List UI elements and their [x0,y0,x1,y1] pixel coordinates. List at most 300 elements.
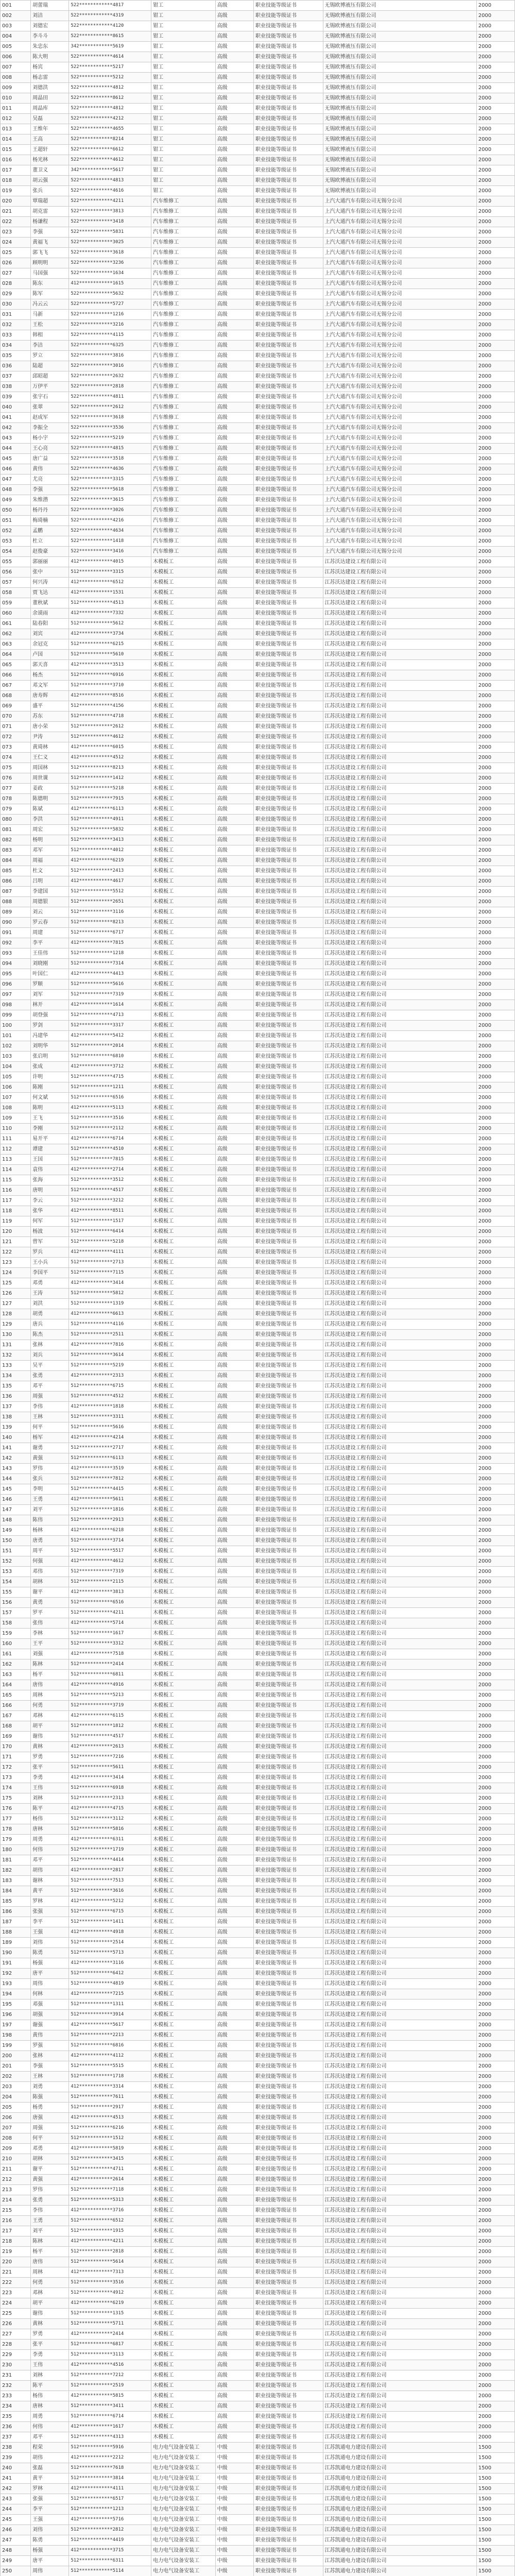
certificate-type-cell: 职业技能等级证书 [253,31,323,42]
id-number-cell: 512************2913 [69,1515,151,1526]
subsidy-amount-cell: 2000 [476,382,514,392]
occupation-cell: 木模板工 [151,1927,216,1938]
skill-level-cell: 高级 [215,1474,253,1484]
table-row [1,351,515,361]
occupation-cell: 汽车维修工 [151,238,216,248]
subsidy-amount-cell: 2000 [476,2340,514,2350]
table-row [1,907,515,918]
row-number-cell: 169 [1,1732,31,1742]
row-number-cell: 050 [1,505,31,516]
subsidy-amount-cell: 2000 [476,1804,514,1814]
row-number-cell: 216 [1,2216,31,2226]
id-number-cell: 512************2115 [69,1577,151,1587]
id-number-cell: 512************5515 [69,2061,151,2072]
skill-level-cell: 高级 [215,1165,253,1175]
certificate-type-cell: 职业技能等级证书 [253,2422,323,2432]
table-row [1,52,515,62]
person-name-cell: 王国 [31,1155,69,1165]
skill-level-cell: 高级 [215,2195,253,2206]
row-number-cell: 056 [1,567,31,578]
certificate-type-cell: 职业技能等级证书 [253,83,323,93]
subsidy-amount-cell: 2000 [476,1742,514,1752]
skill-level-cell: 高级 [215,2422,253,2432]
table-row [1,1536,515,1546]
certificate-type-cell: 职业技能等级证书 [253,1381,323,1392]
skill-level-cell: 高级 [215,629,253,639]
employer-cell: 江苏沃达建设工程有限公司 [323,938,476,948]
skill-level-cell: 高级 [215,1247,253,1258]
skill-level-cell: 高级 [215,1835,253,1845]
skill-level-cell: 高级 [215,979,253,990]
employer-cell: 江苏沃达建设工程有限公司 [323,1124,476,1134]
row-number-cell: 190 [1,1948,31,1958]
table-row [1,1319,515,1330]
table-row [1,2566,515,2576]
id-number-cell: 412************1615 [69,279,151,289]
skill-level-cell: 高级 [215,753,253,763]
person-name-cell: 许明 [31,1072,69,1082]
row-number-cell: 247 [1,2535,31,2546]
subsidy-amount-cell: 2000 [476,1072,514,1082]
id-number-cell: 412************3414 [69,1773,151,1783]
skill-level-cell: 高级 [215,299,253,310]
row-number-cell: 156 [1,1598,31,1608]
table-row [1,2288,515,2298]
certificate-type-cell: 职业技能等级证书 [253,2473,323,2484]
table-row [1,1134,515,1144]
subsidy-amount-cell: 2000 [476,557,514,567]
subsidy-amount-cell: 2000 [476,2288,514,2298]
certificate-type-cell: 职业技能等级证书 [253,1835,323,1845]
id-number-cell: 512************3411 [69,2401,151,2412]
subsidy-amount-cell: 2000 [476,2195,514,2206]
person-name-cell: 刘晓刚 [31,959,69,969]
employer-cell: 江苏沃达建设工程有限公司 [323,1196,476,1206]
occupation-cell: 木模板工 [151,2092,216,2103]
id-number-cell: 512************2713 [69,1258,151,1268]
person-name-cell: 谢平 [31,2164,69,2175]
certificate-type-cell: 职业技能等级证书 [253,1855,323,1866]
skill-level-cell: 高级 [215,361,253,371]
person-name-cell: 何平 [31,1422,69,1433]
occupation-cell: 钳工 [151,145,216,155]
table-row [1,2236,515,2247]
subsidy-amount-cell: 2000 [476,2123,514,2133]
occupation-cell: 木模板工 [151,2381,216,2391]
subsidy-amount-cell: 2000 [476,1773,514,1783]
subsidy-amount-cell: 2000 [476,1185,514,1196]
subsidy-amount-cell: 2000 [476,1103,514,1113]
id-number-cell: 512************4414 [69,1855,151,1866]
certificate-type-cell: 职业技能等级证书 [253,2360,323,2370]
employer-cell: 江苏沃达建设工程有限公司 [323,1938,476,1948]
occupation-cell: 木模板工 [151,1206,216,1216]
employer-cell: 江苏沃达建设工程有限公司 [323,1783,476,1793]
skill-level-cell: 高级 [215,948,253,959]
id-number-cell: 512************5713 [69,1948,151,1958]
subsidy-amount-cell: 2000 [476,681,514,691]
employer-cell: 江苏沃达建设工程有限公司 [323,1144,476,1155]
person-name-cell: 唐林 [31,1824,69,1835]
table-row [1,753,515,763]
certificate-type-cell: 职业技能等级证书 [253,629,323,639]
table-row [1,1206,515,1216]
certificate-type-cell: 职业技能等级证书 [253,1969,323,1979]
skill-level-cell: 高级 [215,681,253,691]
table-row [1,1783,515,1793]
id-number-cell: 512************6817 [69,2340,151,2350]
row-number-cell: 058 [1,588,31,598]
id-number-cell: 412************6311 [69,1835,151,1845]
subsidy-amount-cell: 2000 [476,1659,514,1670]
skill-level-cell: 高级 [215,897,253,907]
table-row [1,104,515,114]
occupation-cell: 木模板工 [151,763,216,773]
table-row [1,619,515,629]
employer-cell: 无锡欧博液压有限公司 [323,31,476,42]
certificate-type-cell: 职业技能等级证书 [253,691,323,701]
employer-cell: 江苏沃达建设工程有限公司 [323,670,476,681]
occupation-cell: 木模板工 [151,1515,216,1526]
id-number-cell: 412************2614 [69,2175,151,2185]
person-name-cell: 陈杰 [31,1330,69,1340]
subsidy-amount-cell: 2000 [476,134,514,145]
employer-cell: 江苏沃达建设工程有限公司 [323,1443,476,1453]
row-number-cell: 073 [1,742,31,753]
id-number-cell: 522************3618 [69,413,151,423]
id-number-cell: 412************4413 [69,969,151,979]
certificate-type-cell: 职业技能等级证书 [253,104,323,114]
subsidy-amount-cell: 2000 [476,1948,514,1958]
table-row [1,1896,515,1907]
id-number-cell: 512************2651 [69,897,151,907]
certificate-type-cell: 职业技能等级证书 [253,2257,323,2267]
occupation-cell: 木模板工 [151,1752,216,1762]
subsidy-amount-cell: 2000 [476,42,514,52]
subsidy-amount-cell: 2000 [476,1361,514,1371]
skill-level-cell: 高级 [215,578,253,588]
id-number-cell: 512************3616 [69,1886,151,1896]
certificate-type-cell: 职业技能等级证书 [253,258,323,268]
occupation-cell: 电力电气设备安装工 [151,2463,216,2473]
person-name-cell: 杨谦程 [31,217,69,227]
skill-level-cell: 高级 [215,93,253,104]
subsidy-amount-cell: 2000 [476,948,514,959]
occupation-cell: 木模板工 [151,2010,216,2020]
id-number-cell: 412************5716 [69,2515,151,2525]
table-row [1,114,515,124]
id-number-cell: 512************6414 [69,1227,151,1237]
subsidy-amount-cell: 1500 [476,2525,514,2535]
employer-cell: 江苏凯通电力建设有限公司 [323,2504,476,2515]
employer-cell: 江苏沃达建设工程有限公司 [323,1639,476,1649]
occupation-cell: 木模板工 [151,1402,216,1412]
skill-level-cell: 高级 [215,1999,253,2010]
employer-cell: 上汽大通汽车有限公司无锡分公司 [323,341,476,351]
certificate-type-cell: 职业技能等级证书 [253,1289,323,1299]
certificate-type-cell: 职业技能等级证书 [253,1567,323,1577]
row-number-cell: 092 [1,938,31,948]
id-number-cell: 512************6918 [69,1783,151,1793]
table-row [1,505,515,516]
row-number-cell: 128 [1,1309,31,1319]
row-number-cell: 168 [1,1721,31,1732]
certificate-type-cell: 职业技能等级证书 [253,62,323,73]
certificate-type-cell: 职业技能等级证书 [253,1464,323,1474]
occupation-cell: 木模板工 [151,2329,216,2340]
employer-cell: 上汽大通汽车有限公司无锡分公司 [323,547,476,557]
table-row [1,2123,515,2133]
table-row [1,2133,515,2144]
id-number-cell: 512************4911 [69,815,151,825]
certificate-type-cell: 职业技能等级证书 [253,619,323,629]
employer-cell: 江苏沃达建设工程有限公司 [323,1422,476,1433]
person-name-cell: 李勇 [31,2350,69,2360]
person-name-cell: 盛平 [31,701,69,711]
subsidy-amount-cell: 2000 [476,2267,514,2278]
id-number-cell: 512************3113 [69,2350,151,2360]
certificate-type-cell: 职业技能等级证书 [253,1041,323,1052]
row-number-cell: 179 [1,1835,31,1845]
certificate-type-cell: 职业技能等级证书 [253,310,323,320]
skill-level-cell: 高级 [215,176,253,186]
subsidy-amount-cell: 2000 [476,1546,514,1556]
table-row [1,1402,515,1412]
skill-level-cell: 高级 [215,1299,253,1309]
id-number-cell: 512************5512 [69,887,151,897]
occupation-cell: 木模板工 [151,1556,216,1567]
subsidy-amount-cell: 2000 [476,2257,514,2267]
person-name-cell: 杨伟 [31,1814,69,1824]
subsidy-amount-cell: 2000 [476,1979,514,1989]
person-name-cell: 刘勇 [31,2082,69,2092]
table-row [1,361,515,371]
person-name-cell: 唐兵 [31,1319,69,1330]
id-number-cell: 412************5113 [69,1103,151,1113]
employer-cell: 江苏沃达建设工程有限公司 [323,2319,476,2329]
subsidy-amount-cell: 2000 [476,629,514,639]
subsidy-amount-cell: 2000 [476,2422,514,2432]
certificate-type-cell: 职业技能等级证书 [253,1721,323,1732]
id-number-cell: 522************4634 [69,526,151,536]
occupation-cell: 木模板工 [151,2257,216,2267]
row-number-cell: 066 [1,670,31,681]
certificate-type-cell: 职业技能等级证书 [253,1134,323,1144]
table-row [1,2257,515,2267]
occupation-cell: 木模板工 [151,1021,216,1031]
id-number-cell: 412************4512 [69,753,151,763]
subsidy-amount-cell: 2000 [476,1422,514,1433]
row-number-cell: 205 [1,2103,31,2113]
certificate-type-cell: 职业技能等级证书 [253,1690,323,1701]
subsidy-amount-cell: 2000 [476,763,514,773]
certificate-type-cell: 职业技能等级证书 [253,948,323,959]
skill-level-cell: 高级 [215,454,253,464]
employer-cell: 江苏沃达建设工程有限公司 [323,608,476,619]
person-name-cell: 李平 [31,938,69,948]
row-number-cell: 024 [1,238,31,248]
subsidy-amount-cell: 2000 [476,990,514,1000]
skill-level-cell: 高级 [215,371,253,382]
row-number-cell: 235 [1,2412,31,2422]
employer-cell: 上汽大通汽车有限公司无锡分公司 [323,351,476,361]
person-name-cell: 邓平 [31,1381,69,1392]
skill-level-cell: 高级 [215,1556,253,1567]
table-row [1,1680,515,1690]
certificate-type-cell: 职业技能等级证书 [253,753,323,763]
certificate-type-cell: 职业技能等级证书 [253,588,323,598]
employer-cell: 江苏沃达建设工程有限公司 [323,2041,476,2051]
skill-level-cell: 高级 [215,1113,253,1124]
row-number-cell: 160 [1,1639,31,1649]
certificate-type-cell: 职业技能等级证书 [253,1999,323,2010]
row-number-cell: 199 [1,2041,31,2051]
person-name-cell: 张勇 [31,1371,69,1381]
certificate-type-cell: 职业技能等级证书 [253,1711,323,1721]
certificate-type-cell: 职业技能等级证书 [253,2381,323,2391]
certificate-type-cell: 职业技能等级证书 [253,1371,323,1381]
certificate-type-cell: 职业技能等级证书 [253,433,323,444]
row-number-cell: 119 [1,1216,31,1227]
table-row [1,464,515,474]
table-row [1,1752,515,1762]
row-number-cell: 082 [1,835,31,845]
id-number-cell: 412************3513 [69,660,151,670]
certificate-type-cell: 职业技能等级证书 [253,918,323,928]
occupation-cell: 木模板工 [151,1835,216,1845]
subsidy-amount-cell: 2000 [476,1289,514,1299]
employer-cell: 江苏沃达建设工程有限公司 [323,2133,476,2144]
subsidy-amount-cell: 2000 [476,1845,514,1855]
row-number-cell: 070 [1,711,31,722]
employer-cell: 上汽大通汽车有限公司无锡分公司 [323,423,476,433]
skill-level-cell: 高级 [215,1371,253,1381]
row-number-cell: 109 [1,1113,31,1124]
subsidy-amount-cell: 2000 [476,825,514,835]
person-name-cell: 刘德洪 [31,83,69,93]
employer-cell: 江苏沃达建设工程有限公司 [323,2144,476,2154]
id-number-cell: 512************2014 [69,1041,151,1052]
certificate-type-cell: 职业技能等级证书 [253,2350,323,2360]
employer-cell: 上汽大通汽车有限公司无锡分公司 [323,320,476,330]
id-number-cell: 522************4612 [69,155,151,165]
subsidy-amount-cell: 2000 [476,2030,514,2041]
skill-level-cell: 高级 [215,701,253,711]
employer-cell: 江苏沃达建设工程有限公司 [323,2267,476,2278]
person-name-cell: 唐明 [31,1185,69,1196]
employer-cell: 江苏沃达建设工程有限公司 [323,742,476,753]
skill-level-cell: 高级 [215,825,253,835]
skill-level-cell: 中级 [215,2546,253,2556]
skill-level-cell: 高级 [215,2133,253,2144]
row-number-cell: 163 [1,1670,31,1680]
occupation-cell: 木模板工 [151,1711,216,1721]
skill-level-cell: 高级 [215,887,253,897]
employer-cell: 江苏沃达建设工程有限公司 [323,773,476,784]
id-number-cell: 512************6113 [69,1453,151,1464]
person-name-cell: 王林 [31,2072,69,2082]
employer-cell: 江苏沃达建设工程有限公司 [323,835,476,845]
skill-level-cell: 高级 [215,1917,253,1927]
certificate-type-cell: 职业技能等级证书 [253,866,323,876]
person-name-cell: 刘兵 [31,1350,69,1361]
subsidy-amount-cell: 2000 [476,93,514,104]
subsidy-amount-cell: 2000 [476,1443,514,1453]
skill-level-cell: 高级 [215,2236,253,2247]
occupation-cell: 钳工 [151,155,216,165]
row-number-cell: 015 [1,145,31,155]
certificate-type-cell: 职业技能等级证书 [253,1618,323,1629]
certificate-type-cell: 职业技能等级证书 [253,670,323,681]
certificate-type-cell: 职业技能等级证书 [253,1031,323,1041]
certificate-type-cell: 职业技能等级证书 [253,1495,323,1505]
occupation-cell: 木模板工 [151,629,216,639]
id-number-cell: 512************7216 [69,1752,151,1762]
person-name-cell: 李明 [31,1484,69,1495]
employer-cell: 江苏沃达建设工程有限公司 [323,1227,476,1237]
table-row [1,1762,515,1773]
employer-cell: 江苏凯通电力建设有限公司 [323,2494,476,2504]
certificate-type-cell: 职业技能等级证书 [253,1814,323,1824]
row-number-cell: 222 [1,2278,31,2288]
person-name-cell: 罗勇 [31,2329,69,2340]
subsidy-amount-cell: 2000 [476,2401,514,2412]
row-number-cell: 221 [1,2267,31,2278]
certificate-type-cell: 职业技能等级证书 [253,1824,323,1835]
row-number-cell: 023 [1,227,31,238]
id-number-cell: 412************5819 [69,2144,151,2154]
skill-level-cell: 高级 [215,1361,253,1371]
id-number-cell: 522************1634 [69,268,151,279]
subsidy-amount-cell: 2000 [476,897,514,907]
id-number-cell: 522************3216 [69,320,151,330]
employer-cell: 无锡欧博液压有限公司 [323,104,476,114]
table-row [1,2453,515,2463]
occupation-cell: 电力电气设备安装工 [151,2566,216,2576]
person-name-cell: 唐强 [31,2113,69,2123]
person-name-cell: 胡伟 [31,2453,69,2463]
skill-level-cell: 高级 [215,2206,253,2216]
occupation-cell: 电力电气设备安装工 [151,2525,216,2535]
certificate-type-cell: 职业技能等级证书 [253,1732,323,1742]
subsidy-amount-cell: 2000 [476,2041,514,2051]
certificate-type-cell: 职业技能等级证书 [253,608,323,619]
certificate-type-cell: 职业技能等级证书 [253,1886,323,1896]
row-number-cell: 033 [1,330,31,341]
table-row [1,2267,515,2278]
subsidy-amount-cell: 2000 [476,1649,514,1659]
row-number-cell: 013 [1,124,31,134]
skill-level-cell: 高级 [215,1721,253,1732]
subsidy-amount-cell: 2000 [476,2164,514,2175]
subsidy-amount-cell: 2000 [476,907,514,918]
skill-level-cell: 高级 [215,516,253,526]
subsidy-amount-cell: 2000 [476,2319,514,2329]
person-name-cell: 王佳伟 [31,948,69,959]
employer-cell: 江苏沃达建设工程有限公司 [323,2051,476,2061]
employer-cell: 江苏沃达建设工程有限公司 [323,1134,476,1144]
subsidy-amount-cell: 2000 [476,1278,514,1289]
table-row [1,1546,515,1556]
employer-cell: 江苏沃达建设工程有限公司 [323,784,476,794]
certificate-type-cell: 职业技能等级证书 [253,2123,323,2133]
person-name-cell: 梅琦楠 [31,516,69,526]
subsidy-amount-cell: 2000 [476,1824,514,1835]
row-number-cell: 182 [1,1866,31,1876]
employer-cell: 江苏沃达建设工程有限公司 [323,2309,476,2319]
certificate-type-cell: 职业技能等级证书 [253,887,323,897]
certificate-type-cell: 职业技能等级证书 [253,2113,323,2123]
